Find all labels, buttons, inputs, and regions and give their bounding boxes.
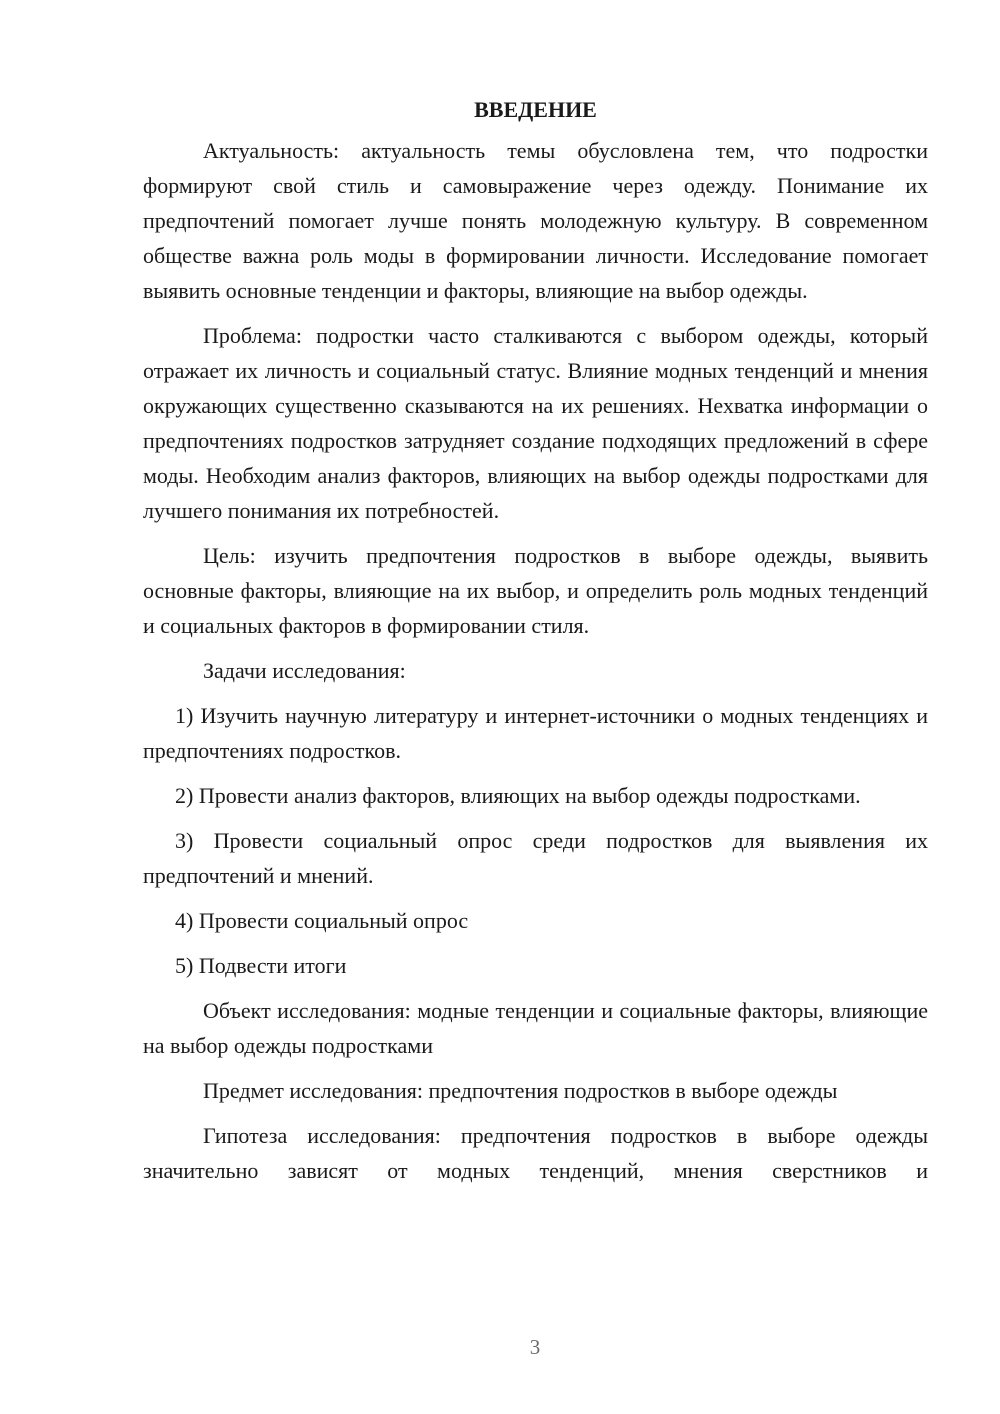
tasks-heading: Задачи исследования:	[203, 658, 406, 683]
task-item-2: 2) Провести анализ факторов, влияющих на выбор одежды подростками.	[175, 783, 861, 808]
document-page	[143, 92, 928, 1188]
section-title: ВВЕДЕНИЕ	[474, 97, 597, 122]
paragraph-goal: Цель: изучить предпочтения подростков в выборе одежды, выявить основные факторы, влияющие на их выбор, и определить роль модных тенденций и социальных факторов в формировании стиля.	[143, 543, 928, 638]
paragraph-object: Объект исследования: модные тенденции и социальные факторы, влияющие на выбор одежды подростками	[143, 998, 928, 1058]
task-item-1: 1) Изучить научную литературу и интернет-источники о модных тенденциях и предпочтениях подростков.	[143, 703, 928, 763]
paragraph-relevance: Актуальность: актуальность темы обусловлена тем, что подростки формируют свой стиль и самовыражение через одежду. Понимание их предпочтений помогает лучше понять молодежную культуру. В современном обществе важна роль моды в формировании личности. Исследование помогает выявить основные тенденции и факторы, влияющие на выбор одежды.	[143, 138, 928, 303]
page-number: 3	[529, 1335, 541, 1359]
task-item-3: 3) Провести социальный опрос среди подростков для выявления их предпочтений и мнений.	[143, 828, 928, 888]
paragraph-problem: Проблема: подростки часто сталкиваются с выбором одежды, который отражает их личность и социальный статус. Влияние модных тенденций и мнения окружающих существенно сказываются на их решениях. Нехватка информации о предпочтениях подростков затрудняет создание подходящих предложений в сфере моды. Необходим анализ факторов, влияющих на выбор одежды подростками для лучшего понимания их потребностей.	[143, 323, 928, 523]
paragraph-hypothesis: Гипотеза исследования: предпочтения подростков в выборе одежды значительно зависят от модных тенденций, мнения сверстников и	[143, 1123, 928, 1183]
task-item-5: 5) Подвести итоги	[175, 953, 347, 978]
paragraph-subject: Предмет исследования: предпочтения подростков в выборе одежды	[203, 1078, 838, 1103]
task-item-4: 4) Провести социальный опрос	[175, 908, 469, 933]
